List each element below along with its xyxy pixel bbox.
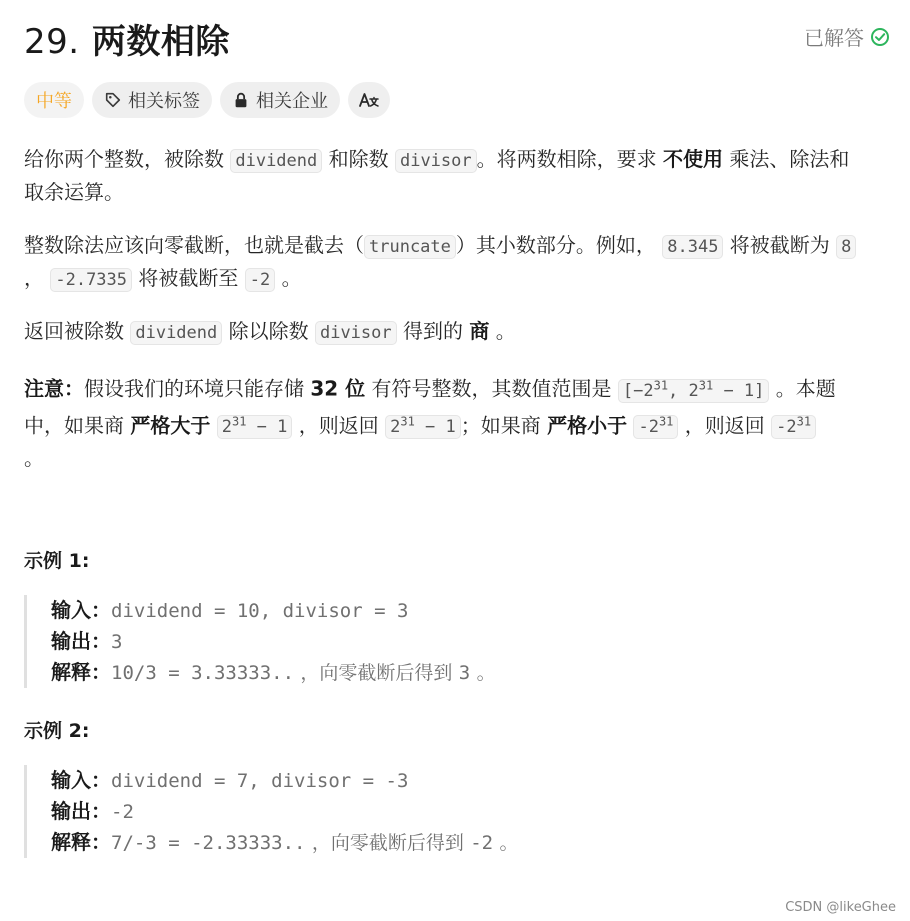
explain-code: 7/-3 = -2.33333..	[111, 832, 306, 854]
difficulty-badge[interactable]	[24, 82, 84, 118]
check-circle-icon	[870, 27, 890, 47]
text: 和除数	[328, 147, 389, 171]
related-companies-button[interactable]	[220, 82, 340, 118]
text: 。本题	[775, 376, 836, 401]
bold-text: 严格小于	[547, 413, 628, 438]
code-part: − 1]	[713, 380, 765, 401]
explain-text: ，向零截断后得到	[311, 832, 464, 854]
text: 。	[495, 319, 516, 343]
input-label: 输入：	[51, 768, 111, 792]
bold-text: 注意：	[24, 376, 84, 401]
inline-code-min	[633, 415, 678, 439]
explain-code: -2	[470, 832, 494, 854]
code-part: -2	[776, 417, 797, 438]
text: ）其小数部分。例如，	[455, 233, 656, 257]
related-tags-label: 相关标签	[128, 91, 200, 112]
inline-code: dividend	[230, 149, 322, 173]
explain-code: 3	[458, 662, 471, 684]
text: 乘法、除法和	[729, 147, 850, 171]
explain-code: 10/3 = 3.33333..	[111, 662, 295, 684]
inline-code: 8.345	[662, 235, 723, 259]
text: ；如果商	[460, 413, 541, 438]
example-explain-row	[51, 657, 496, 688]
problem-name: 两数相除	[91, 22, 230, 62]
code-part: 2	[221, 417, 232, 438]
input-label: 输入：	[51, 598, 111, 622]
inline-code: truncate	[364, 235, 456, 259]
translate-button[interactable]	[348, 82, 390, 118]
watermark: CSDN @likeGhee	[785, 900, 896, 915]
inline-code: 8	[836, 235, 856, 259]
example-output-row	[51, 626, 496, 657]
tag-icon	[104, 91, 122, 109]
code-part: -2	[638, 417, 659, 438]
inline-code-max	[385, 415, 461, 439]
explain-text: ，向零截断后得到	[300, 662, 453, 684]
description-paragraph-3	[24, 316, 890, 349]
inline-code: divisor	[315, 321, 397, 345]
exponent: 31	[796, 414, 812, 429]
bold-text: 商	[469, 319, 490, 343]
text: 得到的	[402, 319, 463, 343]
text: 整数除法应该向零截断，也就是截去（	[24, 233, 364, 257]
related-tags-button[interactable]	[92, 82, 212, 118]
exponent: 31	[231, 414, 247, 429]
text: 。	[24, 446, 44, 471]
description-paragraph-1	[24, 144, 890, 208]
text: 返回被除数	[24, 319, 124, 343]
description-note	[24, 370, 890, 474]
text: 中，如果商	[24, 413, 124, 438]
example-input-row	[51, 765, 518, 796]
code-part: − 1	[414, 417, 456, 438]
text: 有符号整数，其数值范围是	[371, 376, 612, 401]
text: 假设我们的环境只能存储	[84, 376, 304, 401]
output-label: 输出：	[51, 629, 111, 653]
solved-label: 已解答	[804, 26, 864, 50]
text: ，则返回	[298, 413, 379, 438]
bold-text: 严格大于	[130, 413, 211, 438]
text: 将被截断至	[138, 266, 239, 290]
input-value: dividend = 10, divisor = 3	[111, 600, 409, 622]
lock-icon	[232, 91, 250, 109]
explain-label: 解释：	[51, 660, 111, 684]
bold-text: 不使用	[662, 147, 723, 171]
text: 除以除数	[228, 319, 309, 343]
example-2-title: 示例 2:	[24, 720, 90, 742]
output-label: 输出：	[51, 799, 111, 823]
text: 取余运算。	[24, 180, 124, 204]
solved-status	[804, 22, 890, 51]
exponent: 31	[653, 378, 669, 392]
output-value: -2	[111, 801, 134, 823]
example-2-block	[24, 765, 518, 858]
bold-text: 32 位	[310, 376, 366, 401]
exponent: 31	[698, 378, 714, 392]
example-output-row	[51, 796, 518, 827]
text: ，则返回	[684, 413, 765, 438]
difficulty-label: 中等	[36, 91, 72, 112]
explain-text: 。	[476, 662, 496, 684]
code-part: − 1	[246, 417, 288, 438]
inline-code: dividend	[130, 321, 222, 345]
explain-label: 解释：	[51, 830, 111, 854]
inline-code-range	[618, 379, 770, 403]
translate-icon	[358, 90, 380, 110]
code-part: [−2	[622, 380, 654, 401]
text: 给你两个整数，被除数	[24, 147, 224, 171]
inline-code-max	[217, 415, 293, 439]
text: 将被截断为	[729, 233, 830, 257]
example-1-title: 示例 1:	[24, 550, 90, 572]
inline-code: divisor	[395, 149, 477, 173]
text: 。	[281, 266, 302, 290]
inline-code-min	[771, 415, 816, 439]
tag-bar	[24, 82, 390, 118]
output-value: 3	[111, 631, 123, 653]
input-value: dividend = 7, divisor = -3	[111, 770, 409, 792]
related-companies-label: 相关企业	[256, 91, 328, 112]
example-explain-row	[51, 827, 518, 858]
code-part: , 2	[668, 380, 699, 401]
example-input-row	[51, 595, 496, 626]
title-row	[24, 14, 890, 62]
text: ，	[24, 266, 44, 290]
exponent: 31	[658, 414, 674, 429]
description-paragraph-2	[24, 230, 890, 296]
problem-number: 29.	[24, 22, 80, 62]
explain-text: 。	[499, 832, 519, 854]
exponent: 31	[400, 414, 415, 429]
code-part: 2	[390, 417, 401, 438]
inline-code: -2	[245, 268, 275, 292]
problem-title[interactable]	[24, 14, 230, 63]
text: 。将两数相除，要求	[476, 147, 657, 171]
example-1-block	[24, 595, 496, 688]
inline-code: -2.7335	[50, 268, 132, 292]
